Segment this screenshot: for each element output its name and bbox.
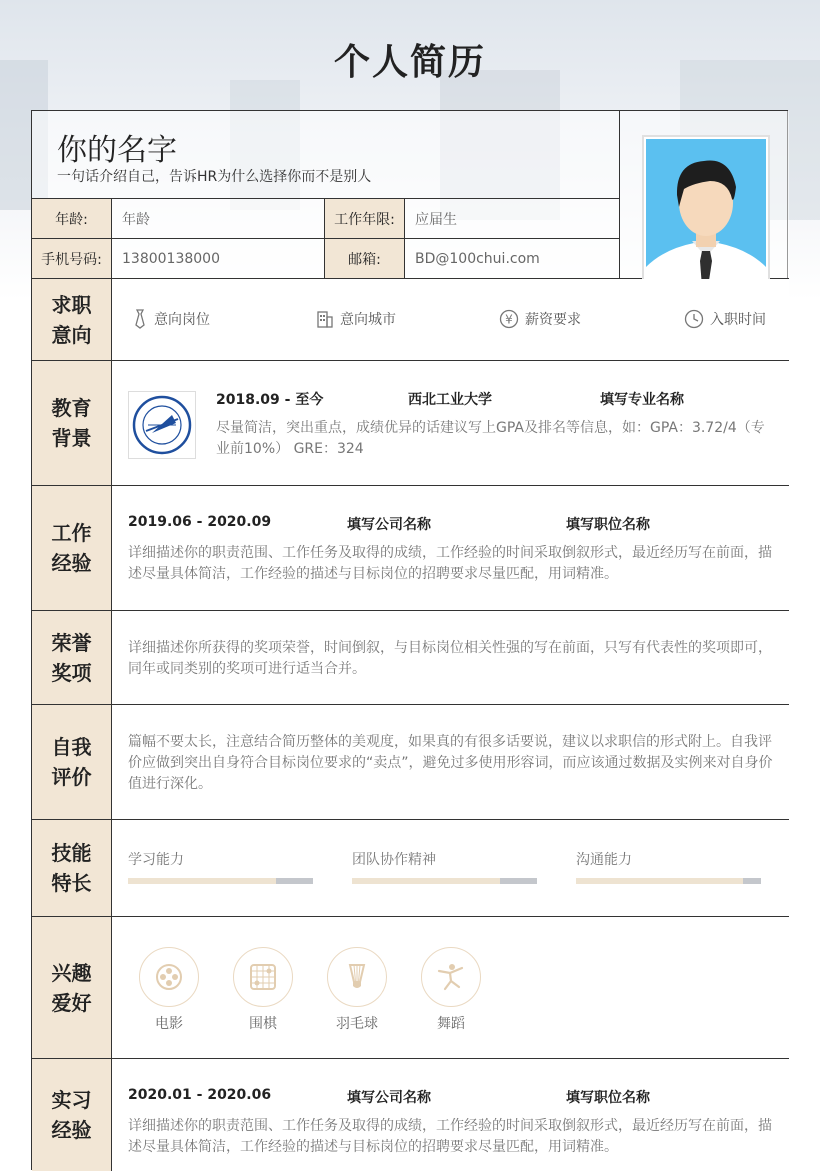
honors-desc[interactable]: 详细描述你所获得的奖项荣誉，时间倒叙，与目标岗位相关性强的写在前面，只写有代表性的奖项即可，同年或同类别的奖项可进行适当合并。	[128, 640, 772, 677]
education-school[interactable]: 西北工业大学	[408, 392, 492, 408]
hobby-caption: 围棋	[249, 1016, 277, 1032]
avatar-photo-icon	[644, 137, 768, 291]
yen-icon	[499, 309, 519, 329]
hobby-go[interactable]	[232, 947, 294, 1033]
skill-bar-fill	[352, 878, 500, 884]
self-eval-label: 自我评价	[32, 705, 112, 820]
skill-bar	[128, 878, 313, 884]
hobby-caption: 电影	[155, 1016, 183, 1032]
education-desc[interactable]: 尽量简洁，突出重点，成绩优异的话建议写上GPA及排名等信息，如：GPA：3.72/4（专业前10%） GRE：324	[216, 420, 765, 457]
building-icon	[316, 310, 334, 328]
intent-content	[112, 279, 789, 361]
skill-bar	[352, 878, 537, 884]
photo-frame	[620, 111, 789, 279]
skill-name[interactable]: 沟通能力	[576, 852, 632, 868]
svg-text:¥: ¥	[505, 312, 513, 327]
skill-bar-fill	[576, 878, 743, 884]
university-logo	[128, 391, 196, 459]
phone-value[interactable]: 13800138000	[112, 239, 325, 279]
intern-content	[112, 1059, 789, 1171]
experience-label: 工作年限:	[325, 199, 405, 239]
phone-label: 手机号码:	[32, 239, 112, 279]
intent-label: 求职意向	[32, 279, 112, 361]
hobby-caption: 羽毛球	[336, 1016, 378, 1032]
shuttlecock-icon	[342, 962, 372, 992]
hobby-caption: 舞蹈	[437, 1016, 465, 1032]
education-period[interactable]: 2018.09 - 至今	[216, 392, 324, 408]
clock-icon	[684, 309, 704, 329]
age-label: 年龄:	[32, 199, 112, 239]
university-seal-icon	[132, 395, 192, 455]
work-company[interactable]: 填写公司名称	[347, 517, 431, 533]
avatar[interactable]	[642, 135, 770, 293]
intent-position[interactable]: 意向岗位	[132, 309, 210, 329]
work-label: 工作经验	[32, 486, 112, 611]
dancer-icon	[436, 962, 466, 992]
hobby-dance[interactable]	[420, 947, 482, 1033]
skill-name[interactable]: 学习能力	[128, 852, 184, 868]
film-reel-icon	[154, 962, 184, 992]
intern-desc[interactable]: 详细描述你的职责范围、工作任务及取得的成绩，工作经验的时间采取倒叙形式，最近经历写在前面，描述尽量具体简洁，工作经验的描述与目标岗位的招聘要求尽量匹配，用词精准。	[128, 1118, 772, 1155]
hobbies-content	[112, 917, 789, 1059]
hobby-movie[interactable]	[138, 947, 200, 1033]
work-desc[interactable]: 详细描述你的职责范围、工作任务及取得的成绩，工作经验的时间采取倒叙形式，最近经历写在前面，描述尽量具体简洁，工作经验的描述与目标岗位的招聘要求尽量匹配，用词精准。	[128, 545, 772, 582]
experience-value[interactable]: 应届生	[405, 199, 620, 239]
candidate-name[interactable]: 你的名字	[57, 133, 177, 168]
skill-bar	[576, 878, 761, 884]
self-eval-desc[interactable]: 篇幅不要太长，注意结合简历整体的美观度，如果真的有很多话要说，建议以求职信的形式附上。自我评价应做到突出自身符合目标岗位要求的“卖点”，避免过多使用形容词，而应该通过数据及实例来对自身价值进行深化。	[128, 734, 773, 792]
intern-period[interactable]: 2020.01 - 2020.06	[128, 1087, 272, 1103]
self-eval-content	[112, 705, 789, 820]
honors-content	[112, 611, 789, 705]
skill-bar-fill	[128, 878, 276, 884]
hobby-badminton[interactable]	[326, 947, 388, 1033]
candidate-intro[interactable]: 一句话介绍自己，告诉HR为什么选择你而不是别人	[57, 169, 372, 185]
intent-city[interactable]: 意向城市	[316, 309, 396, 329]
skills-label: 技能特长	[32, 820, 112, 917]
age-value[interactable]: 年龄	[112, 199, 325, 239]
work-position[interactable]: 填写职位名称	[566, 517, 650, 533]
education-content	[112, 361, 789, 486]
tie-icon	[132, 309, 148, 329]
intern-company[interactable]: 填写公司名称	[347, 1090, 431, 1106]
intern-position[interactable]: 填写职位名称	[566, 1090, 650, 1106]
work-content	[112, 486, 789, 611]
intern-label: 实习经验	[32, 1059, 112, 1171]
skill-name[interactable]: 团队协作精神	[352, 852, 436, 868]
education-major[interactable]: 填写专业名称	[600, 392, 684, 408]
work-period[interactable]: 2019.06 - 2020.09	[128, 514, 272, 530]
email-value[interactable]: BD@100chui.com	[405, 239, 620, 279]
honors-label: 荣誉奖项	[32, 611, 112, 705]
email-label: 邮箱:	[325, 239, 405, 279]
go-board-icon	[248, 962, 278, 992]
page-title: 个人简历	[333, 42, 486, 83]
resume-sheet	[31, 110, 788, 1170]
hobbies-label: 兴趣爱好	[32, 917, 112, 1059]
skills-content	[112, 820, 789, 917]
name-block	[32, 111, 620, 199]
intent-start-date[interactable]: 入职时间	[684, 309, 766, 329]
education-label: 教育背景	[32, 361, 112, 486]
intent-salary[interactable]: ¥ 薪资要求	[499, 309, 581, 329]
